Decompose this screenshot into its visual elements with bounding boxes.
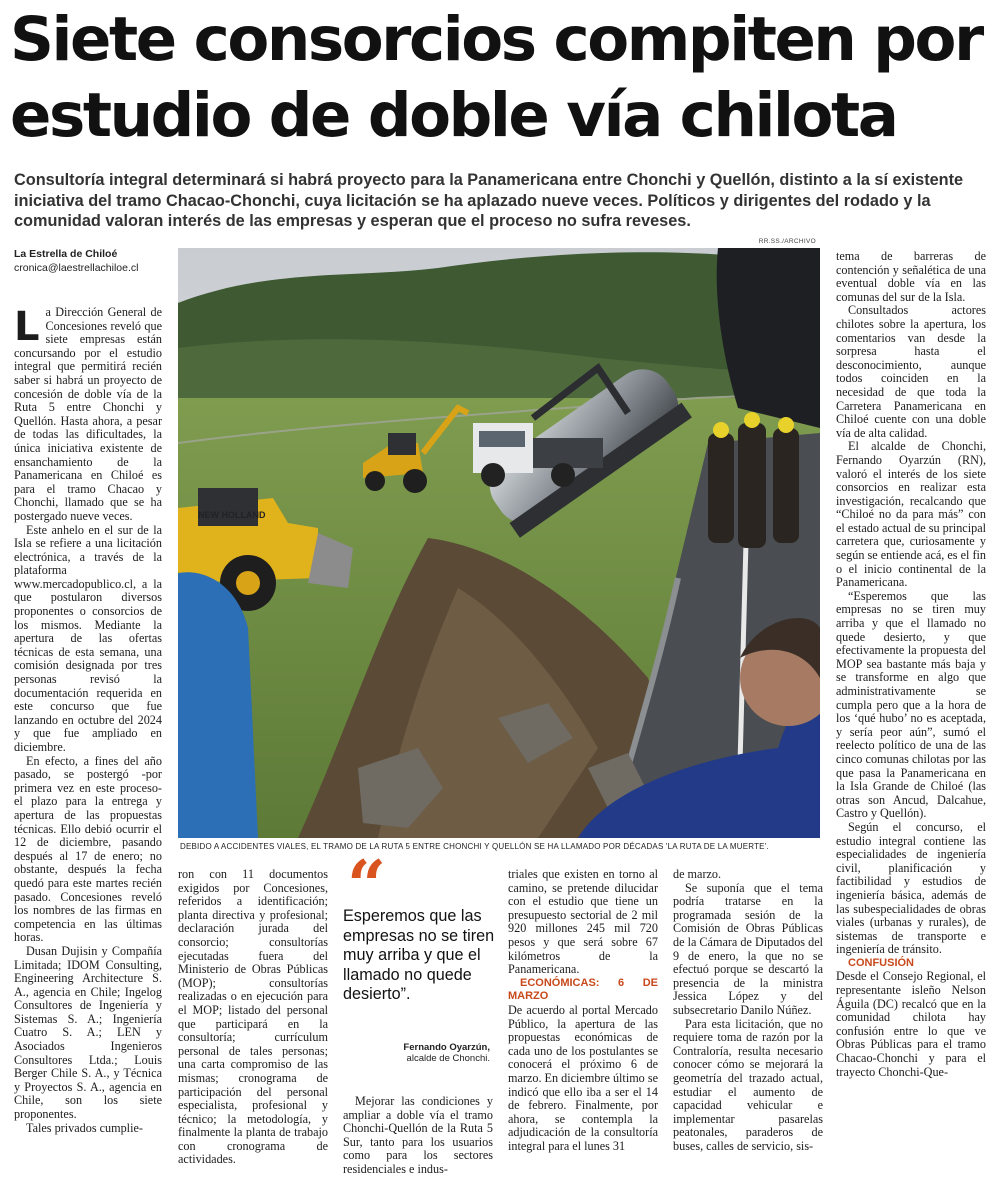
paragraph: Desde el Consejo Regional, el representante isleño Nelson Águila (DC) recalcó que en la comunidad chilota hay confusión entre lo que ve Obras Públicas para el tramo Chacao-Chonchi y para el trayecto Chonchi-Que- <box>836 969 986 1079</box>
paragraph: Se suponía que el tema podría tratarse en la programada sesión de la Comisión de Obras Públicas de la Cámara de Diputados del 9 de enero, la que no se efectuó porque se descartó la presencia de la ministra Jessica López y del subsecretario Danilo Núñez. <box>673 880 823 1017</box>
byline-email[interactable]: cronica@laestrellachiloe.cl <box>14 262 139 274</box>
paragraph: triales que existen en torno al camino, se pretende dilucidar con el estudio que tiene un presupuesto sectorial de 2 mil 920 millones 245 mil 720 pesos y que será sobre 67 kilómetros de la Panamericana. <box>508 867 658 977</box>
paragraph: Este anhelo en el sur de la Isla se refiere a una licitación electrónica, a través de la plataforma www.mercadopublico.cl, a la que postularon diversos proponentes o consorcios de los mismos. Mediante la apertura de las ofertas técnicas de esta semana, una comisión designada por tres personas revisó la documentación requerida en este concurso que fue lanzando en octubre del 2024 y que fue ampliado en diciembre. <box>14 522 162 754</box>
headline: Siete consorcios compiten por estudio de doble vía chilota <box>10 4 982 151</box>
article-column-5 <box>673 868 823 1153</box>
paragraph: “Esperemos que las empresas no se tiren muy arriba y que el llamado no quede desierto, y que efectivamente la propuesta del MOP sea bastante más baja y se transforme en algo que administrativamente se cumpla pero que a la hora de los ‘qué hubo’ no es aceptada, y sería peor aún”, sumó el reelecto político de una de las cinco comunas chilotas por las que pasa la Panamericana en la Isla Grande de Chiloé (las otras son Ancud, Dalcahue, Castro y Quellón). <box>836 588 986 821</box>
article-column-4 <box>508 868 658 1153</box>
paragraph: Según el concurso, el estudio integral contiene las especialidades de ingeniería civil, planificación y factibilidad y estudios de ingeniería básica, además de las subespecialidades de obras viales (urbanas y rurales), de sistemas de transporte e ingeniería de tránsito. <box>836 819 986 957</box>
deck-summary: Consultoría integral determinará si habrá proyecto para la Panamericana entre Chonchi y Quellón, distinto a la sí existente iniciativa del tramo Chacao-Chonchi, cuya licitación se ha aplazado nueve veces. Políticos y dirigentes del rodado y la comunidad valoran interés de las empresas y esperan que el proceso no sufra reveses. <box>14 171 964 230</box>
pull-quote-author <box>352 1042 490 1064</box>
photo-caption: DEBIDO A ACCIDENTES VIALES, EL TRAMO DE LA RUTA 5 ENTRE CHONCHI Y QUELLÓN SE HA LLAMADO POR DÉCADAS 'LA RUTA DE LA MUERTE'. <box>180 842 769 851</box>
article-column-1 <box>14 306 162 1135</box>
dropcap: L <box>14 304 40 350</box>
paragraph: de marzo. <box>673 867 722 881</box>
paragraph: El alcalde de Chonchi, Fernando Oyarzún (RN), valoró el interés de los siete consorcios en realizar esta investigación, recalcando que “Chiloé no da para más” con el estado actual de su principal carretera que, curiosamente y según se entiende acá, es el fin o el inicio continental de la Panamericana. <box>836 439 986 590</box>
byline-name: La Estrella de Chiloé <box>14 248 118 260</box>
pull-quote: Esperemos que las empresas no se tiren muy arriba y que el llamado no quede desierto”. <box>343 907 495 1004</box>
machine-label: NEW HOLLAND <box>198 510 266 520</box>
byline <box>14 247 138 275</box>
article-column-6 <box>836 250 986 1079</box>
paragraph: tema de barreras de contención y señalética de una eventual doble vía en las comunas del sur de la Isla. <box>836 249 986 304</box>
quote-mark-icon: “ <box>347 846 387 926</box>
paragraph: Consultados actores chilotes sobre la apertura, los comentarios van desde la sorpresa hasta el desconocimiento, aunque todos coinciden en la necesidad de que toda la Carretera Panamericana en Chiloé cuente con una doble vía de alta calidad. <box>836 303 986 440</box>
accident-photo <box>178 248 820 838</box>
photo-credit: RR.SS./ARCHIVO <box>758 238 816 245</box>
paragraph: En efecto, a fines del año pasado, se postergó -por primera vez en este proceso- el plazo para la entrega y apertura de las propuestas técnicas. Ello debió ocurrir el 12 de diciembre, pasando después al 17 de enero; no obstante, después la fecha quedó para este martes recién pasado. Concesiones reveló los nombres de las firmas en competencia en las últimas horas. <box>14 753 162 945</box>
paragraph: Para esta licitación, que no requiere toma de razón por la Contraloría, resulta necesario conocer cómo se mejorará la geometría del trazado actual, estudiar el aumento de capacidad vehicular e implementar pasarelas peatonales, paraderos de buses, calles de servicio, sis- <box>673 1016 823 1153</box>
quote-author-name: Fernando Oyarzún, <box>403 1042 490 1053</box>
article-column-3 <box>343 1095 493 1177</box>
paragraph: Tales privados cumplie- <box>26 1120 143 1135</box>
paragraph: La Dirección General de Concesiones reveló que siete empresas están concursando por el estudio integral que permitirá recién saber si habrá un proyecto de concesión de doble vía de la Ruta 5 entre Chonchi y Quellón. Hasta ahora, a pesar de todas las dificultades, la única iniciativa existente de ensanchamiento de la Panamericana en Chiloé es para el tramo Chacao y Chonchi, llamado que se ha postergado nueve veces. <box>14 304 162 523</box>
subhead: ECONÓMICAS: 6 DE MARZO <box>508 976 658 1003</box>
article-column-2 <box>178 868 328 1167</box>
paragraph: Dusan Dujisin y Compañía Limitada; IDOM Consulting, Engineering Architecture S. A., agencia en Chile; Ingelog Consultores de Ingeniería y Sistemas S. A.; Ingeniería Cuatro S. A.; LEN y Asociados Ingenieros Consultores Ltda.; Louis Berger Chile S. A., y Técnica y Proyectos S. A., agencia en Chile, son los siete proponentes. <box>14 943 162 1122</box>
subhead: CONFUSIÓN <box>848 956 914 969</box>
paragraph: Mejorar las condiciones y ampliar a doble vía el tramo Chonchi-Quellón de la Ruta 5 Sur, tanto para los usuarios como para los sectores residenciales e indus- <box>343 1094 493 1176</box>
quote-author-role: alcalde de Chonchi. <box>406 1053 490 1064</box>
paragraph: ron con 11 documentos exigidos por Concesiones, referidos a identificación; planta directiva y profesional; declaración jurada del consorcio; consultorías ejecutadas fuera del Ministerio de Obras Públicas (MOP); consultorías realizadas o en ejecución para el MOP; listado del personal que participará en la consultoría; currículum personal de tales personas; una carta compromiso de las mismas; cronograma de participación del personal especialista, profesional y técnico; la metodología, y finalmente la planta de trabajo con cronograma de actividades. <box>178 867 328 1167</box>
paragraph: De acuerdo al portal Mercado Público, la apertura de las propuestas económicas de cada uno de los postulantes se conocerá el próximo 6 de marzo. En diciembre último se indicó que ello iba a ser el 14 de febrero. Finalmente, por ahora, se contempla la adjudicación de la consultoría integral para el lunes 31 <box>508 1002 658 1153</box>
